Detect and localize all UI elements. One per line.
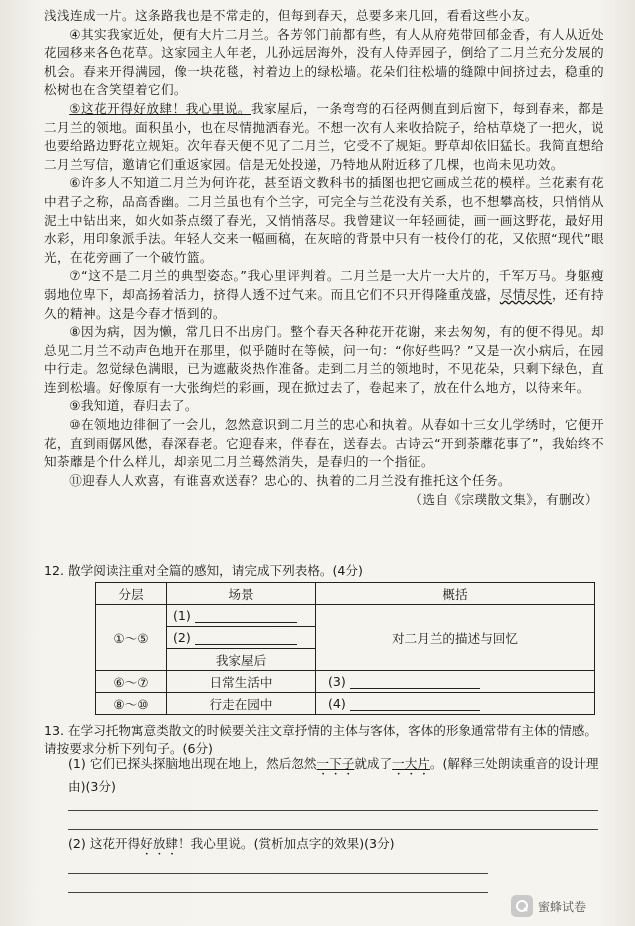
source-note: （选自《宗璞散文集》，有删改） bbox=[409, 492, 598, 508]
table-blank-2[interactable]: (2) bbox=[167, 627, 316, 649]
stressed-word-2: 一大片 bbox=[392, 756, 430, 771]
table-header-scene: 场景 bbox=[167, 583, 316, 605]
question-13-part-1: (1) 它们已探头探脑地出现在地上，然后忽然一下子就成了一大片。(解释三处朗读重音的设计理由)(3分) bbox=[68, 756, 599, 794]
wavy-underlined-phrase: 尽情尽性 bbox=[499, 286, 552, 302]
question-12-table bbox=[95, 582, 595, 715]
question-12-stem: 12. 散学阅读注重对全篇的感知，请完成下列表格。(4分) bbox=[44, 563, 363, 578]
bee-logo-icon bbox=[511, 895, 533, 917]
paragraph-5 bbox=[44, 100, 604, 174]
paragraph-0: 浅浅连成一片。这条路我也是不常走的，但每到春天，总要多来几回，看看这些小友。 bbox=[44, 8, 538, 23]
answer-line-4[interactable] bbox=[68, 892, 488, 893]
stressed-word-1: 一下子 bbox=[316, 756, 355, 771]
paragraph-11: ⑪迎春人人欢喜，有谁喜欢送春？忠心的、执着的二月兰没有推托这个任务。 bbox=[69, 472, 511, 488]
paragraph-7-part-a: ⑦“这不是二月兰的典型姿态。”我心里评判着。二月兰是一大片一大片的，千军万马。身躯瘦弱地位卑下，却高扬着活力，挤得人透不过气来。而且它们不只开得隆重茂盛， bbox=[44, 268, 604, 302]
question-13-stem: 13. 在学习托物寓意类散文的时候要关注文章抒情的主体与客体，客体的形象通常带有主体的情感。请按要求分析下列句子。(6分) bbox=[44, 723, 597, 756]
paragraph-9: ⑨我知道，春归去了。 bbox=[69, 398, 198, 414]
table-header-layer: 分层 bbox=[96, 583, 167, 605]
answer-line-1[interactable] bbox=[68, 810, 598, 811]
answer-line-3[interactable] bbox=[68, 873, 488, 874]
table-scene-3: 行走在园中 bbox=[167, 693, 316, 715]
watermark bbox=[511, 894, 621, 918]
table-summary-1: 对二月兰的描述与回忆 bbox=[316, 605, 595, 671]
table-blank-4[interactable]: (4) bbox=[316, 693, 595, 715]
table-scene-home: 我家屋后 bbox=[167, 649, 316, 671]
paragraph-8: ⑧因为病，因为懒，常几日不出房门。整个春天各种花开花谢，来去匆匆，有的便不得见。却总见二月兰不动声色地开在那里，似乎随时在等候，问一句：“你好些吗？”又是一次小病后，在园中行走。忽觉绿色满眼，已为遮蔽炎热作准备。走到二月兰的领地时，不见花朵，只剩下绿色，直连到松墙。好像原有一大张绚烂的彩画，现在掀过去了，卷起来了，放在什么地方，以待来年。 bbox=[44, 324, 604, 395]
table-layer-2: ⑥～⑦ bbox=[96, 671, 167, 693]
reading-article bbox=[44, 7, 604, 510]
table-blank-3[interactable]: (3) bbox=[316, 671, 595, 693]
table-layer-1: ①～⑤ bbox=[96, 605, 167, 671]
paragraph-6: ⑥许多人不知道二月兰为何许花，甚至语文教科书的插图也把它画成兰花的模样。兰花素有花中君子之称，品高香幽。二月兰虽也有个兰字，可完全与兰花没有关系，也不想攀高枝，只悄悄从泥土中钻出来，如火如荼点缀了春光，又悄悄落尽。我曾建议一年轻画徒，画一画这野花，最好用水彩，用印象派手法。年轻人交来一幅画稿，在灰暗的背景中只有一枝伶仃的花，又依照“现代”眼光，在花旁画了一个破竹篮。 bbox=[44, 175, 604, 265]
paragraph-10: ⑩在领地边徘徊了一会儿，忽然意识到二月兰的忠心和执着。从春如十三女儿学绣时，它便开花，直到雨僝风僽，春深春老。它迎春来，伴春在，送春去。古诗云“开到荼蘼花事了”，我始终不知荼蘼是个什么样儿，却亲见二月兰蓦然消失，是春归的一个指征。 bbox=[44, 417, 604, 470]
answer-line-2[interactable] bbox=[68, 829, 598, 830]
paragraph-7 bbox=[44, 267, 604, 323]
answer-blank-1[interactable] bbox=[195, 610, 297, 623]
answer-blank-3[interactable] bbox=[350, 676, 480, 689]
watermark-text: 蜜蜂试卷 bbox=[538, 899, 587, 914]
paragraph-5-body: 我家屋后，一条弯弯的石径两侧直到后窗下，每到春来，都是二月兰的领地。面积虽小，也在尽情抛洒春光。不想一次有人来收拾院子，给枯草烧了一把火，说也要给路边野花立规矩。次年春天便不见了二月兰，它受不了规矩。野草却依旧猛长。我简直想给二月兰写信，邀请它们重返家园。信是无处投递，乃特地从附近移了几棵，也尚未见功效。 bbox=[44, 100, 604, 172]
paragraph-7-part-c: ，还有持久的精神。这是今春才悟到的。 bbox=[44, 286, 605, 321]
table-scene-2: 日常生活中 bbox=[167, 671, 316, 693]
table-header-summary: 概括 bbox=[316, 583, 595, 605]
table-layer-3: ⑧～⑩ bbox=[96, 693, 167, 715]
emphasized-word: 好放肆 bbox=[140, 836, 178, 851]
paragraph-4: ④其实我家近处，便有大片二月兰。各芳邻门前都有些，有人从府苑带回郁金香，有人从近处花园移来各色花草。这家园主人年老，儿孙远居海外，没有人侍弄园子，倒给了二月兰充分发展的机会。春来开得满园，像一块花毯，衬着边上的绿松墙。花朵们往松墙的缝隙中间挤过去，稳重的松树也在含笑望着它们。 bbox=[44, 26, 604, 98]
question-13-part-2: (2) 这花开得好放肆！我心里说。(赏析加点字的效果)(3分) bbox=[68, 836, 395, 851]
table-blank-1[interactable]: (1) bbox=[167, 605, 316, 627]
answer-blank-2[interactable] bbox=[195, 632, 297, 645]
underlined-sentence: ⑤这花开得好放肆！我心里说。 bbox=[69, 100, 251, 116]
answer-blank-4[interactable] bbox=[350, 698, 480, 711]
